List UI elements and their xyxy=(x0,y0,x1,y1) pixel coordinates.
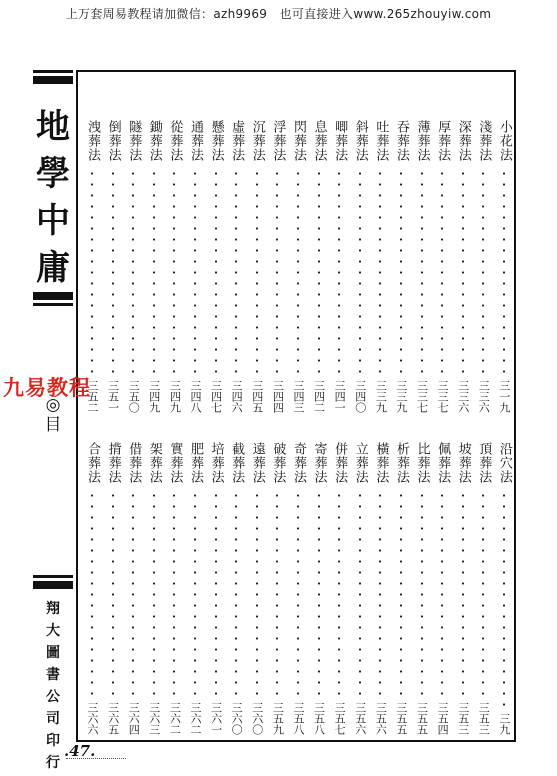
toc-entry-page: 三六三 xyxy=(147,702,161,735)
toc-column xyxy=(432,120,452,735)
toc-entry-title: 息葬法 xyxy=(311,120,327,162)
title-char: 庸 xyxy=(36,248,70,288)
toc-entry-page: 三五一 xyxy=(106,380,120,413)
toc-entry-page: 三五六 xyxy=(353,702,367,735)
toc-entry-page: 三三七 xyxy=(415,380,429,413)
toc-entry-page: 三三九 xyxy=(374,380,388,413)
toc-entry[interactable] xyxy=(82,120,102,413)
toc-entry-title: 比葬法 xyxy=(414,442,430,484)
toc-entry-page: 三五五 xyxy=(394,702,408,735)
toc-entry-page: 三五八 xyxy=(291,702,305,735)
toc-entry-page: 三五九 xyxy=(271,702,285,735)
dot-leader xyxy=(338,490,340,696)
toc-entry-title: 合葬法 xyxy=(85,442,100,484)
book-spine-header xyxy=(33,70,73,771)
toc-entry-page: 三五三 xyxy=(456,702,470,735)
dot-leader xyxy=(421,490,423,696)
toc-entry[interactable] xyxy=(412,442,432,735)
toc-entry-title: 肥葬法 xyxy=(187,442,203,484)
toc-column xyxy=(412,120,432,735)
publisher-char: 圖 xyxy=(46,645,60,661)
marker-char: 目 xyxy=(44,415,62,435)
toc-entry-title: 實葬法 xyxy=(167,442,183,484)
toc-entry-title: 頂葬法 xyxy=(476,442,492,484)
publisher-char: 司 xyxy=(46,711,60,727)
toc-entry[interactable] xyxy=(350,120,370,413)
toc-entry-title: 深葬法 xyxy=(455,120,471,162)
toc-entry-title: 奇葬法 xyxy=(290,442,306,484)
toc-entry-page: 三四九 xyxy=(168,380,182,413)
toc-entry-page: 三六五 xyxy=(106,702,120,735)
toc-entry-page: 三五三 xyxy=(477,702,491,735)
toc-entry-title: 揹葬法 xyxy=(105,442,121,484)
toc-entry-title: 虛葬法 xyxy=(229,120,245,162)
toc-entry[interactable] xyxy=(206,442,226,735)
dot-leader xyxy=(503,168,505,374)
toc-column xyxy=(350,120,370,735)
toc-entry-page: 三四六 xyxy=(230,380,244,413)
toc-entry[interactable] xyxy=(350,442,370,735)
toc-entry[interactable] xyxy=(247,120,267,413)
toc-entry-title: 從葬法 xyxy=(167,120,183,162)
toc-entry-title: 架葬法 xyxy=(146,442,162,484)
dot-leader xyxy=(441,490,443,696)
toc-entry-title: 佩葬法 xyxy=(435,442,451,484)
toc-column xyxy=(391,120,411,735)
toc-entry[interactable] xyxy=(144,120,164,413)
toc-entry-title: 破葬法 xyxy=(270,442,286,484)
toc-entry-page: 三四三 xyxy=(291,380,305,413)
dot-leader xyxy=(276,168,278,374)
toc-entry[interactable] xyxy=(494,442,514,735)
dot-leader xyxy=(256,168,258,374)
toc-entry-title: 沉葬法 xyxy=(249,120,265,162)
toc-entry-page: 三五四 xyxy=(436,702,450,735)
dot-leader xyxy=(276,490,278,696)
toc-entry[interactable] xyxy=(309,442,329,735)
page-number: .47. xyxy=(64,742,96,760)
dot-leader xyxy=(297,168,299,374)
toc-column xyxy=(329,120,349,735)
title-char: 學 xyxy=(36,154,70,194)
dot-leader xyxy=(256,490,258,696)
toc-entry[interactable] xyxy=(226,120,246,413)
dot-leader xyxy=(503,490,505,707)
toc-column xyxy=(206,120,226,735)
toc-entry-title: 借葬法 xyxy=(126,442,142,484)
toc-entry-page: 三五二 xyxy=(86,380,99,413)
toc-entry[interactable] xyxy=(391,442,411,735)
dot-leader xyxy=(112,168,114,374)
toc-entry-page: 三三六 xyxy=(456,380,470,413)
toc-entry-page: 三五七 xyxy=(333,702,347,735)
toc-entry-page: 三四四 xyxy=(271,380,285,413)
toc-entry-page: 三三九 xyxy=(394,380,408,413)
toc-entry[interactable] xyxy=(267,120,287,413)
title-char: 地 xyxy=(36,107,70,147)
watermark-logo: 九易教程 xyxy=(3,376,91,400)
toc-entry-page: 三六四 xyxy=(127,702,141,735)
middle-thick-rule xyxy=(33,292,73,300)
dot-leader xyxy=(318,168,320,374)
toc-entry[interactable] xyxy=(432,442,452,735)
toc-entry-title: 吞葬法 xyxy=(393,120,409,162)
dot-leader xyxy=(215,168,217,374)
toc-column xyxy=(453,120,473,735)
toc-entry[interactable] xyxy=(144,442,164,735)
toc-entry[interactable] xyxy=(494,120,514,413)
table-of-contents xyxy=(82,120,514,735)
page-number-rule xyxy=(66,758,126,759)
toc-entry-title: 吐葬法 xyxy=(373,120,389,162)
dot-leader xyxy=(215,490,217,696)
dot-leader xyxy=(441,168,443,374)
toc-column xyxy=(247,120,267,735)
toc-entry-title: 通葬法 xyxy=(187,120,203,162)
dot-leader xyxy=(318,490,320,696)
toc-entry-page: 三四一 xyxy=(333,380,347,413)
toc-entry-title: 橫葬法 xyxy=(373,442,389,484)
dot-leader xyxy=(482,168,484,374)
toc-entry[interactable] xyxy=(309,120,329,413)
toc-entry-title: 唧葬法 xyxy=(332,120,348,162)
publisher-char: 翔 xyxy=(46,601,60,617)
toc-entry-page: 三九 xyxy=(497,713,511,735)
toc-entry-page: 三五八 xyxy=(312,702,326,735)
toc-entry-title: 培葬法 xyxy=(208,442,224,484)
dot-leader xyxy=(379,168,381,374)
toc-entry[interactable] xyxy=(329,442,349,735)
dot-leader xyxy=(153,168,155,374)
toc-entry-page: 三四〇 xyxy=(353,380,367,413)
dot-leader xyxy=(194,168,196,374)
toc-entry[interactable] xyxy=(453,120,473,413)
middle-rule xyxy=(33,303,73,306)
toc-entry-title: 寄葬法 xyxy=(311,442,327,484)
toc-column xyxy=(288,120,308,735)
dot-leader xyxy=(421,168,423,374)
toc-column xyxy=(164,120,184,735)
dot-leader xyxy=(91,168,93,374)
publisher-char: 公 xyxy=(46,689,60,705)
toc-entry-title: 沿穴法 xyxy=(496,442,512,484)
publisher-char: 書 xyxy=(46,667,60,683)
toc-entry-page: 三五〇 xyxy=(127,380,141,413)
toc-column xyxy=(185,120,205,735)
publisher-char: 印 xyxy=(46,733,60,749)
toc-entry-title: 斜葬法 xyxy=(352,120,368,162)
toc-entry[interactable] xyxy=(247,442,267,735)
toc-column xyxy=(494,120,514,735)
toc-entry-page: 三四七 xyxy=(209,380,223,413)
toc-entry-page: 三五五 xyxy=(415,702,429,735)
dot-leader xyxy=(112,490,114,696)
publisher-char: 行 xyxy=(46,755,60,771)
toc-entry-page: 三六一 xyxy=(209,702,223,735)
toc-column xyxy=(103,120,123,735)
toc-entry[interactable] xyxy=(432,120,452,413)
toc-entry[interactable] xyxy=(329,120,349,413)
toc-entry[interactable] xyxy=(412,120,432,413)
toc-entry-page: 三六二 xyxy=(168,702,182,735)
dot-leader xyxy=(173,490,175,696)
toc-entry-title: 坡葬法 xyxy=(455,442,471,484)
toc-entry-page: 三四五 xyxy=(250,380,264,413)
toc-entry[interactable] xyxy=(206,120,226,413)
toc-entry-title: 遠葬法 xyxy=(249,442,265,484)
toc-entry-title: 閃葬法 xyxy=(290,120,306,162)
toc-entry-page: 三四二 xyxy=(312,380,326,413)
toc-entry-page: 三四八 xyxy=(188,380,202,413)
toc-entry[interactable] xyxy=(391,120,411,413)
download-banner[interactable]: 上万套周易教程请加微信：azh9969 也可直接进入www.265zhouyiw.com xyxy=(65,7,492,21)
toc-entry[interactable] xyxy=(267,442,287,735)
toc-column xyxy=(309,120,329,735)
toc-entry[interactable] xyxy=(82,442,102,735)
toc-entry[interactable] xyxy=(453,442,473,735)
toc-column xyxy=(370,120,390,735)
toc-entry[interactable] xyxy=(185,120,205,413)
dot-leader xyxy=(297,490,299,696)
toc-entry-title: 隧葬法 xyxy=(126,120,142,162)
dot-leader xyxy=(359,168,361,374)
dot-leader xyxy=(400,490,402,696)
toc-entry-title: 懸葬法 xyxy=(208,120,224,162)
dot-leader xyxy=(91,490,93,696)
dot-leader xyxy=(132,490,134,696)
toc-column xyxy=(144,120,164,735)
toc-entry-page: 三一九 xyxy=(497,380,511,413)
dot-leader xyxy=(338,168,340,374)
toc-entry-title: 小花法 xyxy=(496,120,512,162)
toc-entry[interactable] xyxy=(164,442,184,735)
toc-column xyxy=(226,120,246,735)
toc-entry[interactable] xyxy=(226,442,246,735)
toc-entry[interactable] xyxy=(103,120,123,413)
dot-leader xyxy=(400,168,402,374)
toc-entry[interactable] xyxy=(164,120,184,413)
toc-entry-page: 三六〇 xyxy=(230,702,244,735)
dot-leader xyxy=(173,168,175,374)
toc-entry[interactable] xyxy=(288,120,308,413)
toc-entry[interactable] xyxy=(123,442,143,735)
toc-entry[interactable] xyxy=(185,442,205,735)
toc-column xyxy=(267,120,287,735)
book-title xyxy=(33,104,73,292)
publisher-char: 大 xyxy=(46,623,60,639)
dot-leader xyxy=(194,490,196,696)
toc-entry[interactable] xyxy=(473,442,493,735)
toc-entry-page: 三六〇 xyxy=(250,702,264,735)
toc-entry-page: 三三六 xyxy=(477,380,491,413)
toc-entry-title: 淺葬法 xyxy=(476,120,492,162)
toc-entry-page: 三四九 xyxy=(147,380,161,413)
toc-entry-page: 三五六 xyxy=(374,702,388,735)
top-thick-rule xyxy=(33,76,73,84)
toc-entry-title: 鋤葬法 xyxy=(146,120,162,162)
toc-entry-page: 三六二 xyxy=(188,702,202,735)
toc-entry-title: 立葬法 xyxy=(352,442,368,484)
toc-entry-page: 三三七 xyxy=(436,380,450,413)
toc-entry-title: 厚葬法 xyxy=(435,120,451,162)
toc-entry-title: 併葬法 xyxy=(332,442,348,484)
toc-column xyxy=(473,120,493,735)
lower-rule xyxy=(33,575,73,578)
toc-entry-title: 截葬法 xyxy=(229,442,245,484)
top-rule xyxy=(33,70,73,73)
lower-thick-rule xyxy=(33,581,73,589)
toc-entry-title: 洩葬法 xyxy=(85,120,100,162)
dot-leader xyxy=(462,168,464,374)
dot-leader xyxy=(379,490,381,696)
toc-entry[interactable] xyxy=(288,442,308,735)
dot-leader xyxy=(132,168,134,374)
toc-column xyxy=(82,120,102,735)
toc-entry-title: 浮葬法 xyxy=(270,120,286,162)
toc-entry-title: 析葬法 xyxy=(393,442,409,484)
toc-entry[interactable] xyxy=(123,120,143,413)
marker-char: ◎ xyxy=(45,395,61,415)
dot-leader xyxy=(482,490,484,696)
dot-leader xyxy=(153,490,155,696)
title-char: 中 xyxy=(36,201,70,241)
toc-entry[interactable] xyxy=(473,120,493,413)
toc-entry[interactable] xyxy=(370,442,390,735)
toc-entry[interactable] xyxy=(103,442,123,735)
toc-entry[interactable] xyxy=(370,120,390,413)
dot-leader xyxy=(235,168,237,374)
toc-entry-page: 三六六 xyxy=(86,702,99,735)
toc-column xyxy=(123,120,143,735)
dot-leader xyxy=(235,490,237,696)
toc-entry-title: 倒葬法 xyxy=(105,120,121,162)
dot-leader xyxy=(359,490,361,696)
dot-leader xyxy=(462,490,464,696)
toc-entry-title: 薄葬法 xyxy=(414,120,430,162)
